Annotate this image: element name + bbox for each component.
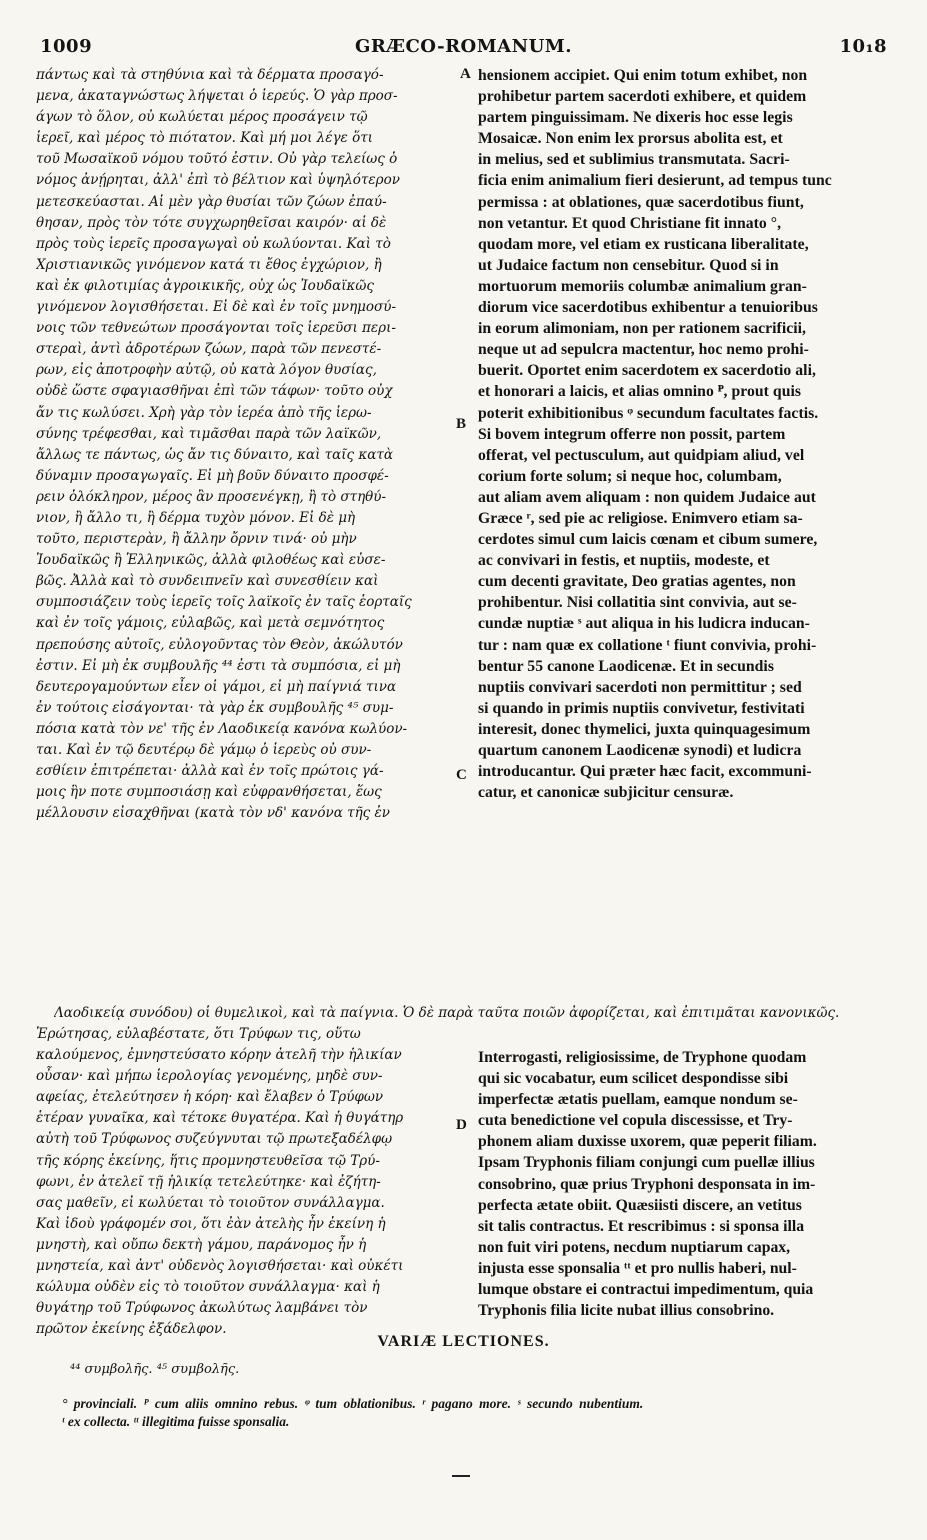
text-line: prohibentur. Nisi collatitia sint convivia, aut se- <box>478 594 797 612</box>
text-line: άγων τὸ ὅλον, οὐ κωλύεται μέρος προσάγειν τῷ <box>36 109 368 126</box>
text-line: non fuit viri potens, necdum nuptiarum capax, <box>478 1238 791 1256</box>
text-line: τῆς κόρης ἐκείνης, ἥτις προμνηστευθεῖσα τῷ Τρύ- <box>36 1152 380 1169</box>
greek-column-bottom <box>36 1024 458 1340</box>
text-line: Mosaicæ. Non enim lex prorsus abolita est, et <box>478 130 783 148</box>
text-line: perfecta ætate obiit. Quæsiisti discere, an vetitus <box>478 1196 802 1214</box>
text-line: nuptiis convivari sacerdoti non permittitur ; sed <box>478 678 802 696</box>
margin-letter: C <box>456 767 467 783</box>
text-line: bentur 55 canone Laodicenæ. Et in secundis <box>478 657 774 675</box>
text-line: αὐτὴ τοῦ Τρύφωνος συζεύγνυται τῷ πρωτεξαδέλφῳ <box>36 1131 393 1148</box>
text-line: σύνης τρέφεσθαι, καὶ τιμᾶσθαι παρὰ τῶν λαϊκῶν, <box>36 425 382 442</box>
text-line: introducantur. Qui præter hæc facit, excommuni- <box>478 763 812 781</box>
text-line: πάντως καὶ τὰ στηθύνια καὶ τὰ δέρματα προσαγό- <box>36 67 384 83</box>
text-line: καὶ ἐν τοῖς γάμοις, εὐλαβῶς, καὶ μετὰ σεμνότητος <box>36 615 385 632</box>
text-line: partem pinguissimam. Ne dixeris hoc esse legis <box>478 109 793 127</box>
text-line: Tryphonis filia licite nubat illius consobrino. <box>478 1302 775 1320</box>
text-line: νιον, ἢ ἄλλο τι, ἢ δέρμα τυχὸν μόνον. Εἰ δὲ μὴ <box>36 509 356 526</box>
text-line: βῶς. Ἀλλὰ καὶ τὸ συνδειπνεῖν καὶ συνεσθίειν καὶ <box>36 573 379 590</box>
text-line: ρων, εἰς ἀποτροφὴν αὐτῷ, οὐ κατὰ λόγον θυσίας, <box>36 362 377 379</box>
text-line: ficia enim animalium fieri desierunt, ad tempus tunc <box>478 172 832 190</box>
text-line: ἄν τις κωλύσει. Χρὴ γὰρ τὸν ἱερέα ἀπὸ τῆς ἱερω- <box>36 404 372 421</box>
text-line: πρεπούσης αὐτοῖς, εὐλογοῦντας τὸν Θεὸν, ἀκώλυτόν <box>36 636 403 653</box>
latin-column-top <box>478 65 890 803</box>
text-line: prohibetur partem sacerdoti exhibere, et quidem <box>478 88 807 106</box>
text-line: Græce ʳ, sed pie ac religiose. Enimvero etiam sa- <box>478 509 803 527</box>
text-line: καλούμενος, ἐμνηστεύσατο κόρην ἀτελῆ τὴν ἡλικίαν <box>36 1047 402 1064</box>
text-line: μνηστὴ, καὶ οὔπω δεκτὴ γάμου, παράνομος ἦν ἡ <box>36 1236 367 1253</box>
text-line: ἑτέραν γυναῖκα, καὶ τέτοκε θυγατέρα. Καὶ ἡ θυγάτηρ <box>36 1110 404 1127</box>
text-line: qui sic vocabatur, eum scilicet despondisse sibi <box>478 1070 789 1088</box>
text-line: ται. Καὶ ἐν τῷ δευτέρῳ δὲ γάμῳ ὁ ἱερεὺς οὐ συν- <box>36 742 372 758</box>
text-line: in eorum alimoniam, non per rationem sacrificii, <box>478 320 807 338</box>
text-line: κώλυμα οὐδὲν εἰς τὸ τοιοῦτον συνάλλαγμα· καὶ ἡ <box>36 1279 380 1296</box>
text-line: interesit, donec thymelici, juxta quinquagesimum <box>478 720 811 738</box>
greek-column-top <box>36 65 458 824</box>
text-line: γινόμενον λογισθήσεται. Εἰ δὲ καὶ ἐν τοῖς μνημοσύ- <box>36 299 397 316</box>
text-line: τοῦ Μωσαϊκοῦ νόμου τοῦτό ἐστιν. Οὐ γὰρ τελείως ὁ <box>36 151 398 168</box>
column-number: 10₁8 <box>839 36 887 57</box>
text-line: corium forte solum; si neque hoc, columbam, <box>478 467 782 485</box>
greek-variant-notes: ⁴⁴ συμβολῆς. ⁴⁵ συμβολῆς. <box>70 1362 240 1377</box>
text-line: cuta benedictione vel copula discessisse, et Try- <box>478 1112 793 1130</box>
text-line: ac convivari in festis, et nuptiis, modeste, et <box>478 552 770 570</box>
text-line: μέλλουσιν εἰσαχθῆναι (κατὰ τὸν νδ' κανόνα τῆς ἐν <box>36 805 390 822</box>
text-line: οὐδὲ ὥστε σφαγιασθῆναι ἐπὶ τῶν τάφων· τοῦτο οὐχ <box>36 383 393 400</box>
text-line: μοις ἣν ποτε συμποσιάσῃ καὶ εὐφρανθήσεται, ἕως <box>36 784 382 801</box>
text-line: στεραὶ, ἀντὶ ἀδροτέρων ζώων, παρὰ τῶν πενεστέ- <box>36 341 382 358</box>
text-line: ρειν ὁλόκληρον, μέρος ἂν προσενέγκῃ, ἢ τὸ στηθύ- <box>36 488 387 505</box>
text-line: hensionem accipiet. Qui enim totum exhibet, non <box>478 67 808 84</box>
text-line: mortuorum memoriis columbæ animalium gran- <box>478 277 807 295</box>
text-line: μνηστεία, καὶ ἀντ' οὐδενὸς λογισθήσεται· καὶ οὐκέτι <box>36 1258 404 1275</box>
text-line: σας μαθεῖν, εἰ κωλύεται τὸ τοιοῦτον συνάλλαγμα. <box>36 1194 385 1211</box>
text-line: καὶ ἐκ φιλοτιμίας ἀγροικικῆς, οὐχ ὡς Ἰουδαϊκῶς <box>36 277 374 294</box>
text-line: quodam more, vel etiam ex rusticana liberalitate, <box>478 235 809 253</box>
text-line: si quando in primis nuptiis convivetur, festivitati <box>478 699 805 717</box>
text-line: Ἐρώτησας, εὐλαβέστατε, ὅτι Τρύφων τις, οὕτω <box>36 1026 361 1042</box>
text-line: imperfectæ ætatis puellam, eamque nondum se- <box>478 1091 798 1109</box>
text-line: catur, et canonicæ subjicitur censuræ. <box>478 784 734 802</box>
text-line: tur : nam quæ ex collatione ᵗ fiunt convivia, prohi- <box>478 636 817 654</box>
text-line: buerit. Oportet enim sacerdotem ex sacerdotio ali, <box>478 362 816 380</box>
text-line: aut aliam avem aliquam : non quidem Judaice aut <box>478 488 816 506</box>
text-line: Ἰουδαϊκῶς ἢ Ἑλληνικῶς, ἀλλὰ φιλοθέως καὶ εὐσε- <box>36 552 386 569</box>
end-rule <box>452 1475 470 1477</box>
text-line: ἐστιν. Εἰ μὴ ἐκ συμβουλῆς ⁴⁴ ἐστι τὰ συμπόσια, εἰ μὴ <box>36 657 401 674</box>
text-line: quartum canonem Laodicenæ synodi) et ludicra <box>478 742 802 759</box>
text-line: offerat, vel pectusculum, aut quidpiam aliud, vel <box>478 446 805 464</box>
text-line: ἐν τούτοις εἰσάγονται· τὰ γὰρ ἐκ συμβουλῆς ⁴⁵ συμ- <box>36 699 394 716</box>
text-line: εσθίειν ἐπιτρέπεται· ἀλλὰ καὶ ἐν τοῖς πρώτοις γά- <box>36 763 384 780</box>
margin-letter: D <box>456 1117 467 1133</box>
text-line: phonem aliam duxisse uxorem, quæ peperit filiam. <box>478 1133 817 1151</box>
text-line: Si bovem integrum offerre non possit, partem <box>478 425 786 443</box>
text-line: νόμος ἀνῄρηται, ἀλλ' ἐπὶ τὸ βέλτιον καὶ ὑψηλότερον <box>36 172 400 189</box>
text-line: Ipsam Tryphonis filiam conjungi cum puellæ illius <box>478 1154 815 1172</box>
text-line: consobrino, quæ prius Tryphoni desponsata in im- <box>478 1175 816 1193</box>
text-line: ἱερεῖ, καὶ μέρος τὸ πιότατον. Καὶ μή μοι λέγε ὅτι <box>36 130 373 147</box>
text-line: Interrogasti, religiosissime, de Tryphone quodam <box>478 1049 807 1066</box>
text-line: θησαν, πρὸς τὸν τότε συγχωρηθεῖσαι καιρόν· αἱ δὲ <box>36 214 387 231</box>
text-line: cundæ nuptiæ ˢ aut aliqua in his ludicra inducan- <box>478 615 810 633</box>
text-line: lumque obstare ei contractui impedimentum, quia <box>478 1281 814 1299</box>
text-line: non vetantur. Et quod Christiane fit innato °, <box>478 214 782 232</box>
text-line: Καὶ ἰδοὺ γράφομέν σοι, ὅτι ἐὰν ἀτελὴς ἦν ἐκείνη ἡ <box>36 1215 386 1232</box>
text-line: μετεσκεύασται. Αἱ μὲν γὰρ θυσίαι τῶν ζώων ἐπαύ- <box>36 193 387 210</box>
text-line: οὖσαν· καὶ μήπω ἱερολογίας γενομένης, μηδὲ συν- <box>36 1068 383 1085</box>
margin-letter: B <box>456 416 467 432</box>
latin-variant-notes-line1: ° provinciali. ᴾ cum aliis omnino rebus. ᵠ tum oblationibus. ʳ pagano more. ˢ secundo nubentium. <box>62 1396 644 1411</box>
text-line: δευτερογαμούντων εἶεν οἱ γάμοι, εἰ μὴ παίγνιά τινα <box>36 678 397 695</box>
spanning-greek-line: Λαοδικείᾳ συνόδου) οἱ θυμελικοὶ, καὶ τὰ παίγνια. Ὁ δὲ παρὰ ταῦτα ποιῶν ἀφορίζεται, καὶ ἐπιτιμᾶται κανονικῶς. <box>54 1005 840 1021</box>
text-line: πόσια κατὰ τὸν νε' τῆς ἐν Λαοδικείᾳ κανόνα κωλύον- <box>36 720 408 737</box>
text-line: δύναμιν προσαγωγαῖς. Εἰ μὴ βοῦν δύναιτο προσφέ- <box>36 467 389 484</box>
text-line: Χριστιανικῶς γινόμενον κατά τι ἔθος ἐγχώριον, ἢ <box>36 256 382 273</box>
latin-variant-notes-line2: ᵗ ex collecta. ᵗᵗ illegitima fuisse sponsalia. <box>62 1414 290 1429</box>
text-line: νοις τῶν τεθνεώτων προσάγονται τοῖς ἱερεῦσι περι- <box>36 320 396 337</box>
text-line: πρὸς τοὺς ἱερεῖς προσαγωγαὶ οὐ κωλύονται. Καὶ τὸ <box>36 235 391 252</box>
margin-letter: A <box>460 66 471 82</box>
text-line: ἄλλως τε πάντως, ὡς ἄν τις δύναιτο, καὶ ταῖς κατὰ <box>36 446 393 463</box>
variae-lectiones-title: VARIÆ LECTIONES. <box>377 1333 550 1350</box>
text-line: neque ut ad sepulcra mactentur, hoc nemo prohi- <box>478 341 809 359</box>
text-line: ut Judaice factum non censebitur. Quod si in <box>478 256 779 274</box>
latin-column-bottom <box>478 1047 890 1321</box>
text-line: φωνι, ἐν ἀτελεῖ τῇ ἡλικίᾳ τετελεύτηκε· καὶ ἐζήτη- <box>36 1173 381 1190</box>
text-line: αφείας, ἐτελεύτησεν ἡ κόρη· καὶ ἔλαβεν ὁ Τρύφων <box>36 1089 384 1106</box>
text-line: μενα, ἀκαταγνώστως λήψεται ὁ ἱερεύς. Ὁ γὰρ προσ- <box>36 88 398 105</box>
text-line: permissa : at oblationes, quæ sacerdotibus fiunt, <box>478 193 804 211</box>
text-line: θυγάτηρ τοῦ Τρύφωνος ἀκωλύτως λαμβάνει τὸν <box>36 1300 368 1317</box>
text-line: cum decenti gravitate, Deo gratias agentes, non <box>478 573 796 591</box>
text-line: cerdotes simul cum laicis cœnam et cibum sumere, <box>478 531 818 549</box>
text-line: sit talis contractus. Et rescribimus : si sponsa illa <box>478 1217 805 1235</box>
page-number: 1009 <box>40 36 93 57</box>
text-line: in melius, sed et sublimius transmutata. Sacri- <box>478 151 790 169</box>
text-line: injusta esse sponsalia ᵗᵗ et pro nullis haberi, nul- <box>478 1259 797 1277</box>
text-line: τοῦτο, περιστερὰν, ἢ ἄλλην ὄρνιν τινά· οὐ μὴν <box>36 531 357 548</box>
text-line: πρῶτον ἐκείνης ἐξάδελφον. <box>36 1321 227 1338</box>
text-line: et honorari a laicis, et alias omnino ᴾ, prout quis <box>478 383 802 401</box>
text-line: poterit exhibitionibus ᵠ secundum facultates factis. <box>478 404 819 422</box>
text-line: συμποσιάζειν τοὺς ἱερεῖς τοῖς λαϊκοῖς ἐν ταῖς ἑορταῖς <box>36 594 412 611</box>
running-title: GRÆCO-ROMANUM. <box>355 36 572 57</box>
text-line: diorum vice sacerdotibus exhibentur a tenuioribus <box>478 299 818 317</box>
